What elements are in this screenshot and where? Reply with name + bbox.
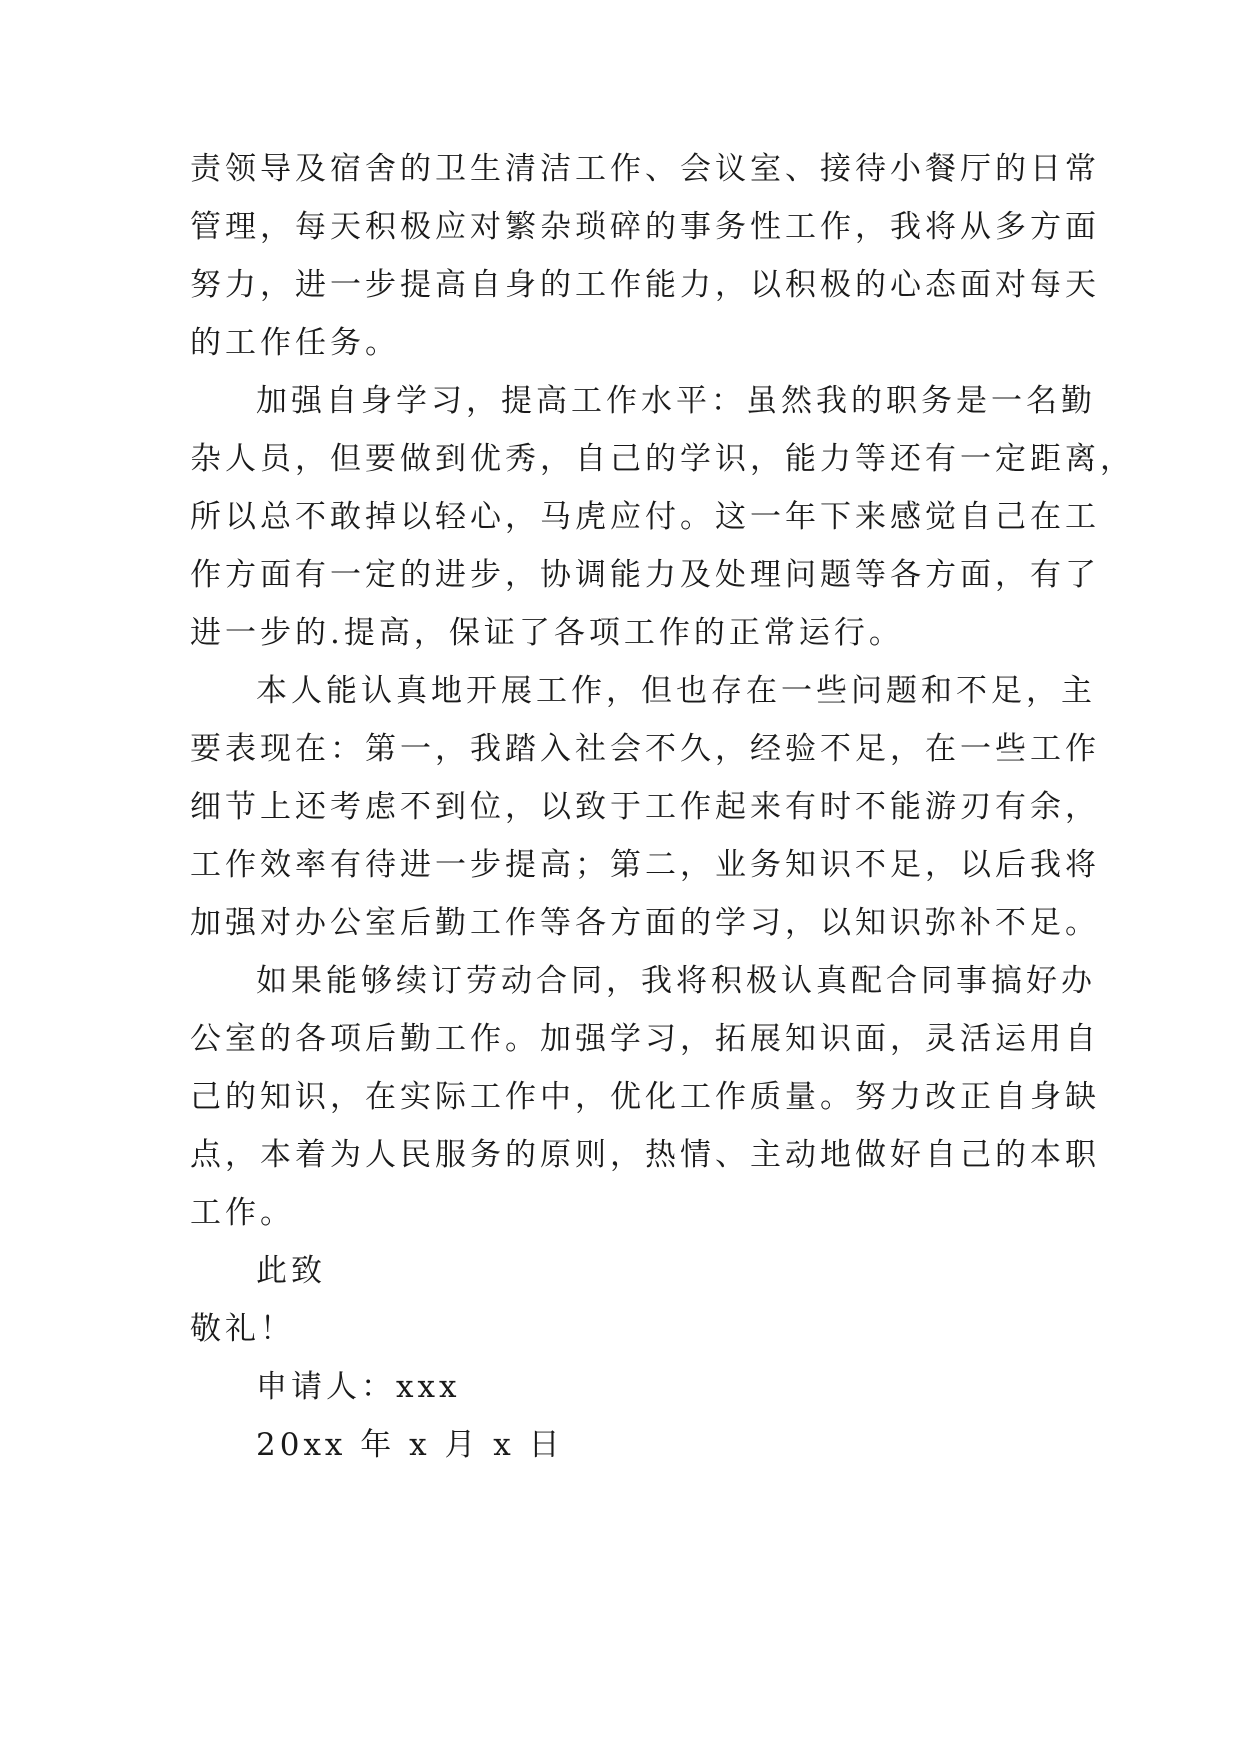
- paragraph-1-line-4: 的工作任务。: [190, 325, 400, 361]
- paragraph-2-line-1: 加强自身学习，提高工作水平：虽然我的职务是一名勤: [256, 383, 1096, 419]
- closing-salutation: 此致: [256, 1253, 326, 1289]
- paragraph-2-line-3: 所以总不敢掉以轻心，马虎应付。这一年下来感觉自己在工: [190, 499, 1100, 535]
- paragraph-4-line-1: 如果能够续订劳动合同，我将积极认真配合同事搞好办: [256, 963, 1096, 999]
- document-date: 20xx 年 x 月 x 日: [256, 1427, 564, 1463]
- applicant-signature: 申请人：xxx: [256, 1369, 461, 1405]
- paragraph-1-line-3: 努力，进一步提高自身的工作能力，以积极的心态面对每天: [190, 267, 1100, 303]
- paragraph-4-line-3: 己的知识，在实际工作中，优化工作质量。努力改正自身缺: [190, 1079, 1100, 1115]
- paragraph-3-line-4: 工作效率有待进一步提高；第二，业务知识不足，以后我将: [190, 847, 1100, 883]
- paragraph-3-line-2: 要表现在：第一，我踏入社会不久，经验不足，在一些工作: [190, 731, 1100, 767]
- paragraph-3-line-5: 加强对办公室后勤工作等各方面的学习，以知识弥补不足。: [190, 905, 1100, 941]
- paragraph-4-line-5: 工作。: [190, 1195, 295, 1231]
- paragraph-2-line-4: 作方面有一定的进步，协调能力及处理问题等各方面，有了: [190, 557, 1100, 593]
- paragraph-2-line-2: 杂人员，但要做到优秀，自己的学识，能力等还有一定距离，: [190, 441, 1135, 477]
- paragraph-4-line-2: 公室的各项后勤工作。加强学习，拓展知识面，灵活运用自: [190, 1021, 1100, 1057]
- paragraph-1-line-1: 责领导及宿舍的卫生清洁工作、会议室、接待小餐厅的日常: [190, 151, 1100, 187]
- paragraph-4-line-4: 点，本着为人民服务的原则，热情、主动地做好自己的本职: [190, 1137, 1100, 1173]
- closing-regards: 敬礼！: [190, 1311, 295, 1347]
- paragraph-1-line-2: 管理，每天积极应对繁杂琐碎的事务性工作，我将从多方面: [190, 209, 1100, 245]
- paragraph-3-line-1: 本人能认真地开展工作，但也存在一些问题和不足，主: [256, 673, 1096, 709]
- paragraph-2-line-5: 进一步的.提高，保证了各项工作的正常运行。: [190, 615, 904, 651]
- paragraph-3-line-3: 细节上还考虑不到位，以致于工作起来有时不能游刃有余，: [190, 789, 1100, 825]
